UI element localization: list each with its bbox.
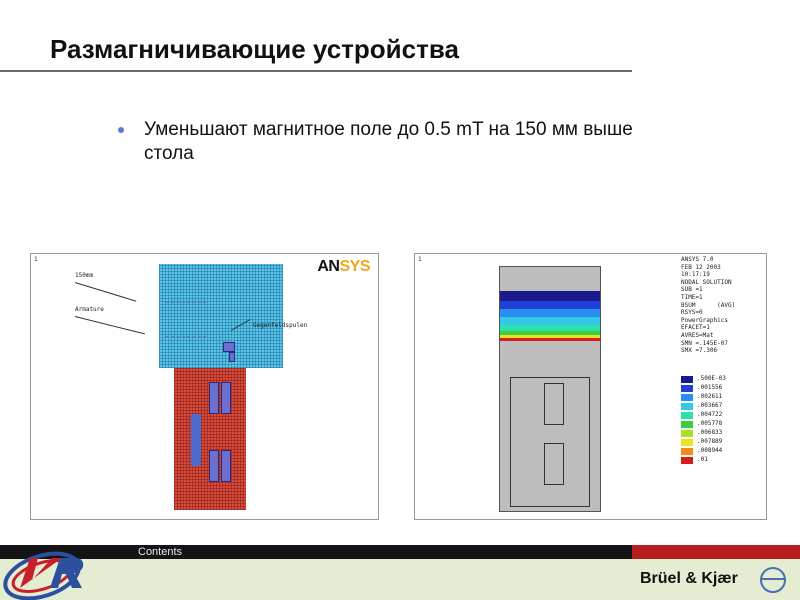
brand-logo: Brüel & Kjær xyxy=(640,570,738,587)
armature-line xyxy=(166,336,206,338)
legend-row xyxy=(681,439,761,447)
legend-label: .001556 xyxy=(697,384,723,391)
legend-label: .004722 xyxy=(697,411,723,418)
info-line: SMX =7.306 xyxy=(681,347,718,355)
info-line: RSYS=0 xyxy=(681,309,703,317)
compensation-coil xyxy=(223,342,235,352)
ansys-logo-text: AN xyxy=(317,258,340,275)
coil-outline xyxy=(544,383,564,425)
legend-row xyxy=(681,403,761,411)
compensation-coil xyxy=(229,352,235,362)
info-line: FEB 12 2003 xyxy=(681,263,721,271)
bullet-text: Уменьшают магнитное поле до 0.5 mT на 150 мм выше стола xyxy=(144,119,633,164)
coil-outline xyxy=(544,443,564,485)
label-coils: Gegenfeldspulen xyxy=(253,322,308,329)
legend-swatch xyxy=(681,394,693,401)
legend-row xyxy=(681,457,761,465)
figure-corner-mark: 1 xyxy=(34,256,38,263)
field-band xyxy=(500,301,600,309)
legend-row xyxy=(681,385,761,393)
legend-row xyxy=(681,448,761,456)
field-band xyxy=(500,309,600,317)
mesh-figure xyxy=(30,253,379,520)
info-line: EFACET=1 xyxy=(681,324,710,332)
title-underline xyxy=(0,70,632,72)
legend-swatch xyxy=(681,412,693,419)
legend-swatch xyxy=(681,421,693,428)
armature-slot xyxy=(191,414,201,466)
info-line: BSUM (AVG) xyxy=(681,301,736,309)
coil-block xyxy=(209,382,219,414)
legend-row xyxy=(681,376,761,384)
info-line: 10:17:19 xyxy=(681,271,710,279)
dim-line-150mm xyxy=(166,302,206,304)
coil-block xyxy=(209,450,219,482)
legend-row xyxy=(681,394,761,402)
legend-label: .500E-03 xyxy=(697,375,726,382)
contents-link[interactable]: Contents xyxy=(138,546,183,558)
label-150mm: 150mm xyxy=(75,272,94,279)
solution-info xyxy=(681,256,735,355)
vr-logo-icon xyxy=(2,542,122,600)
bullet-dot-icon xyxy=(118,127,124,133)
legend-swatch xyxy=(681,457,693,464)
legend-label: .003667 xyxy=(697,402,723,409)
info-line: NODAL SOLUTION xyxy=(681,278,732,286)
info-line: TIME=1 xyxy=(681,293,703,301)
info-line: PowerGraphics xyxy=(681,316,728,324)
legend-row xyxy=(681,430,761,438)
legend-row xyxy=(681,412,761,420)
globe-icon xyxy=(760,567,786,593)
leader-line xyxy=(75,282,136,302)
footer-accent xyxy=(632,545,800,559)
field-band xyxy=(500,317,600,325)
coil-block xyxy=(221,450,231,482)
legend-label: .006833 xyxy=(697,429,723,436)
field-band xyxy=(500,338,600,341)
legend-swatch xyxy=(681,439,693,446)
field-band xyxy=(500,291,600,301)
field-solution-figure xyxy=(414,253,767,520)
legend-label: .01 xyxy=(697,456,708,463)
slide-title: Размагничивающие устройства xyxy=(50,34,459,64)
leader-line xyxy=(75,316,145,334)
ansys-logo-text-accent: SYS xyxy=(339,258,370,275)
legend-label: .002611 xyxy=(697,393,723,400)
legend-swatch xyxy=(681,403,693,410)
legend-label: .008944 xyxy=(697,447,723,454)
legend-swatch xyxy=(681,448,693,455)
legend-row xyxy=(681,421,761,429)
info-line: SMN =.145E-07 xyxy=(681,339,728,347)
info-line: ANSYS 7.0 xyxy=(681,256,714,263)
figure-corner-mark: 1 xyxy=(418,256,422,263)
info-line: AVRES=Mat xyxy=(681,331,714,339)
label-armature: Armature xyxy=(75,306,104,313)
ansys-logo xyxy=(317,258,370,276)
legend-swatch xyxy=(681,376,693,383)
coil-block xyxy=(221,382,231,414)
legend-swatch xyxy=(681,430,693,437)
air-region-mesh xyxy=(159,264,283,368)
info-line: SUB =1 xyxy=(681,286,703,294)
legend-label: .005778 xyxy=(697,420,723,427)
field-plot xyxy=(499,266,601,512)
legend-swatch xyxy=(681,385,693,392)
legend-label: .007889 xyxy=(697,438,723,445)
